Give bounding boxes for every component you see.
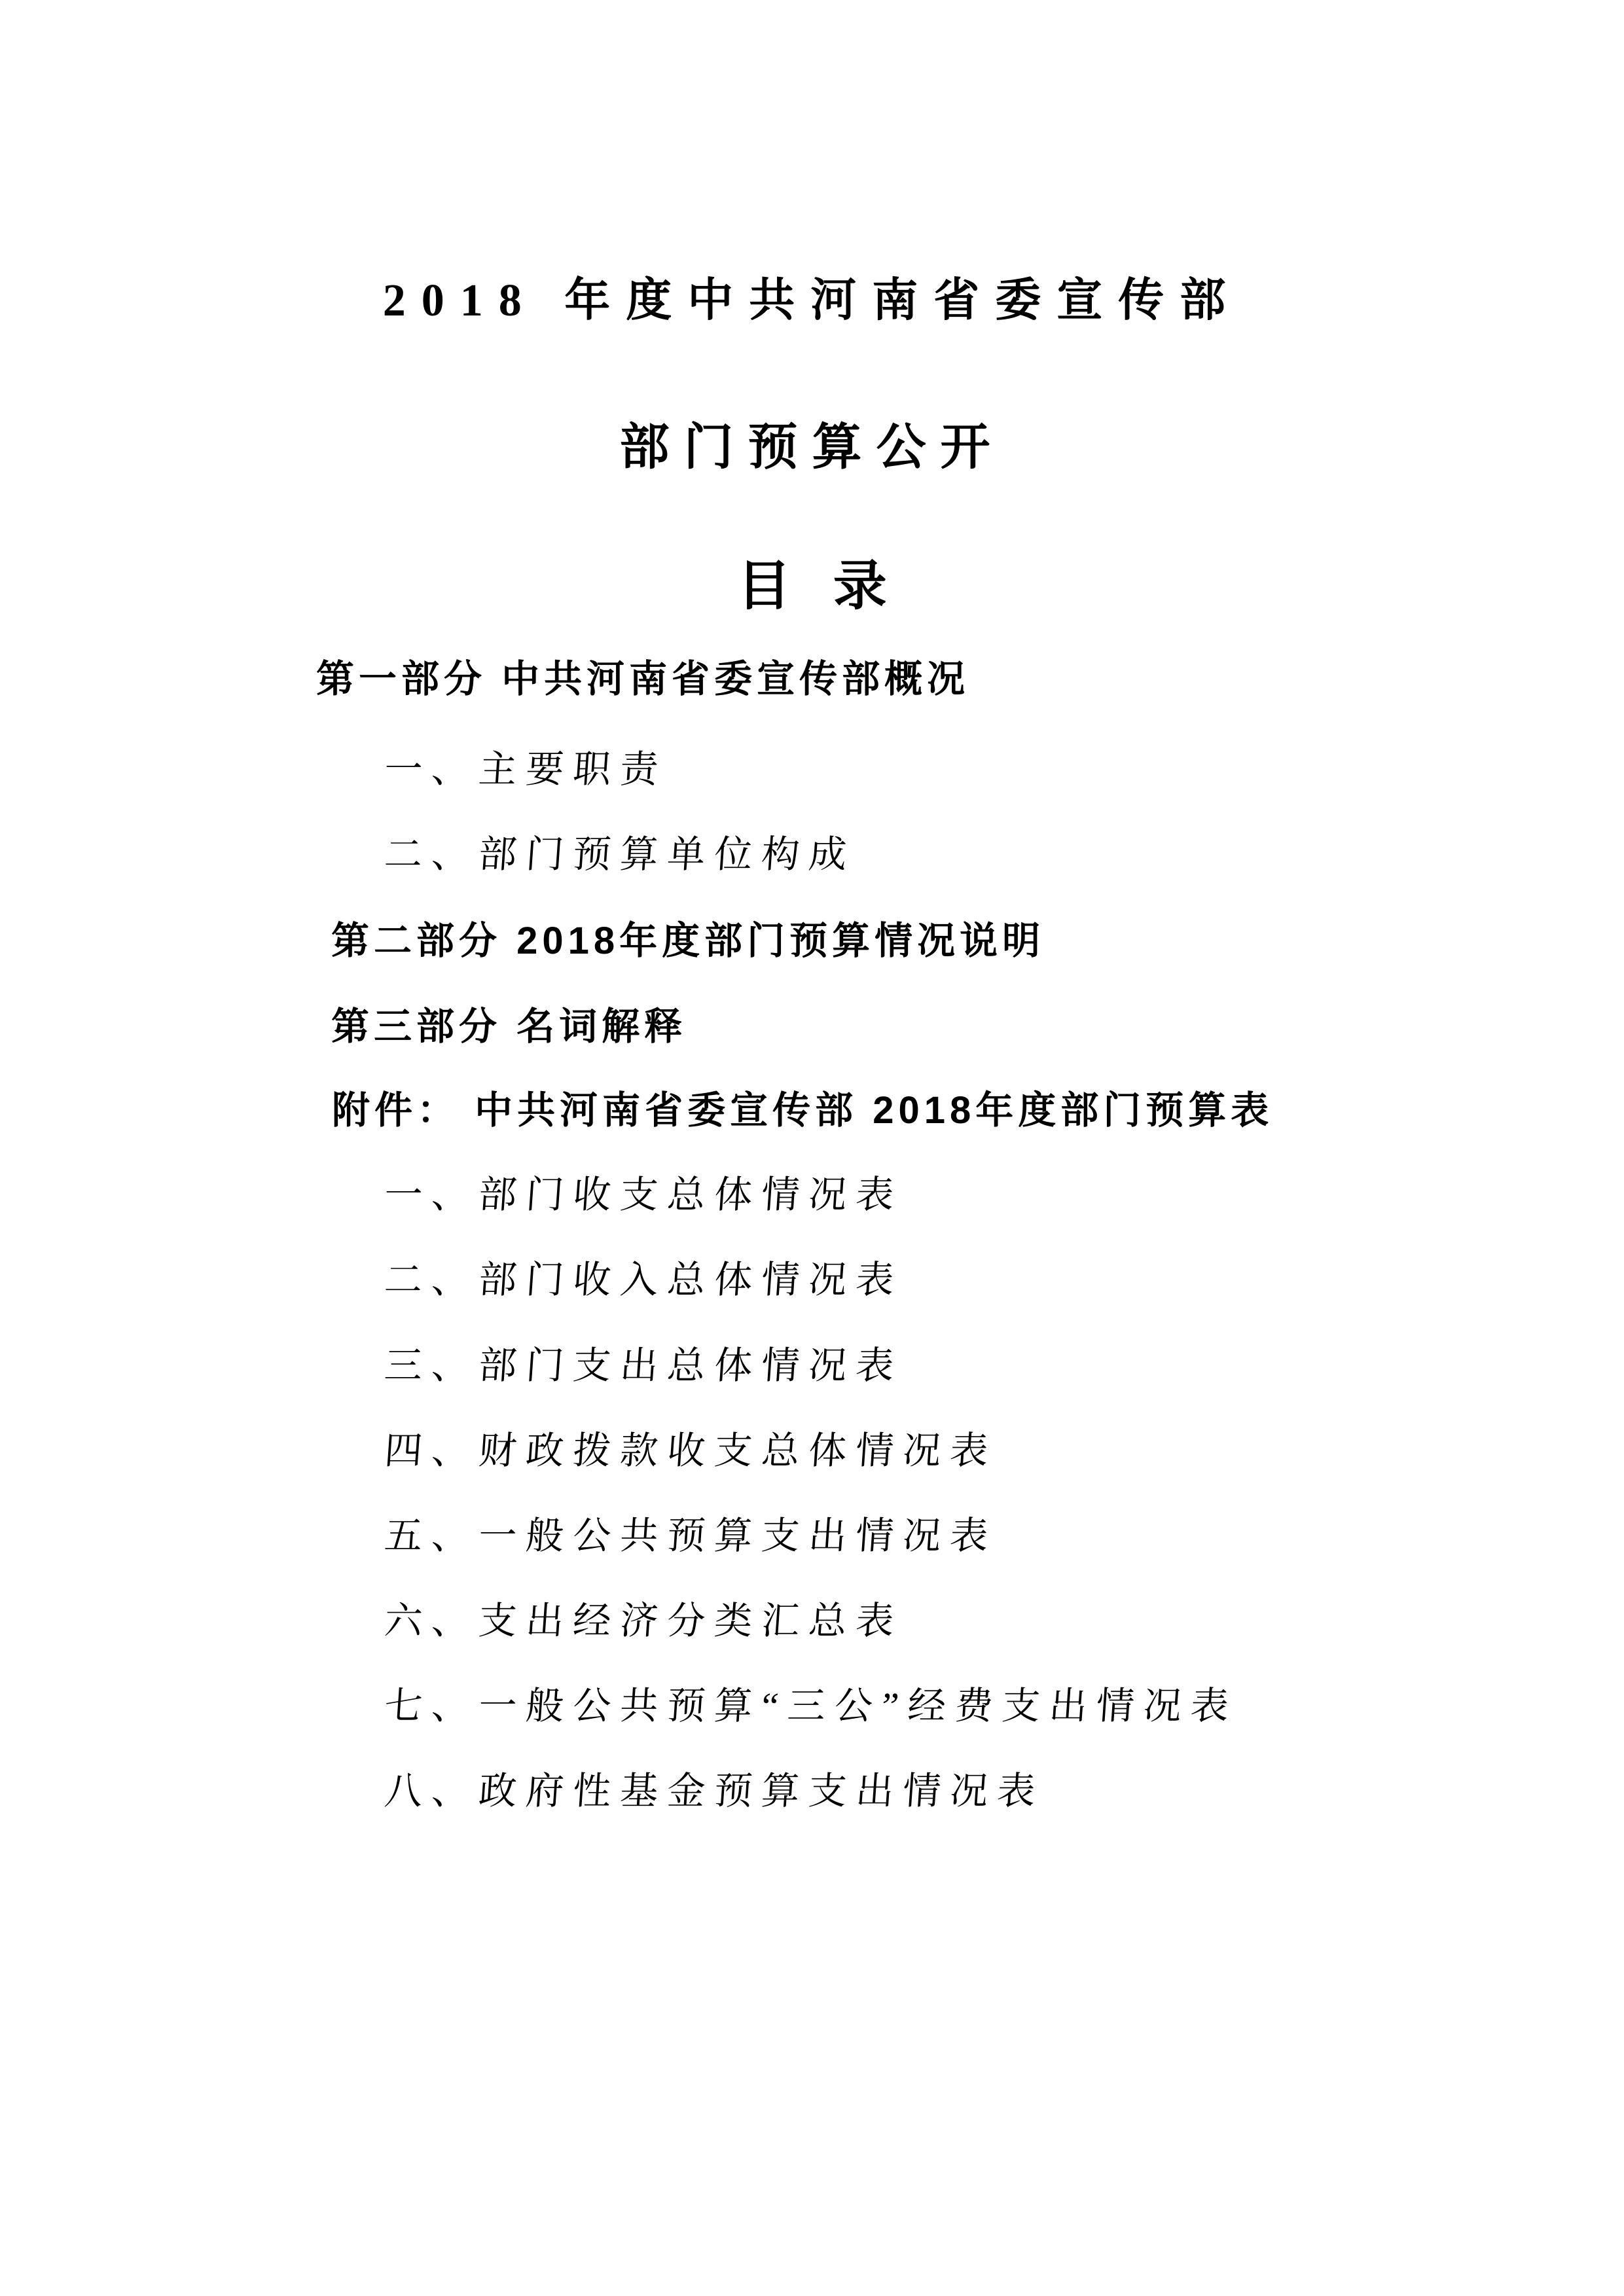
toc-entry: 一、部门收支总体情况表 [383,1174,905,1216]
toc-entry: 八、政府性基金预算支出情况表 [383,1770,1046,1812]
toc-entry: 三、部门支出总体情况表 [383,1344,905,1387]
toc-entry: 七、一般公共预算“三公”经费支出情况表 [383,1685,1240,1727]
toc-entry: 四、财政拨款收支总体情况表 [383,1429,999,1472]
toc-heading: 目 录 [737,556,887,616]
toc-entry-part3: 第三部分 名词解释 [331,1005,687,1048]
toc-entry: 一、主要职责 [383,748,669,791]
document-title-line2: 部门预算公开 [619,420,1005,475]
document-title-line1: 2018 年度中共河南省委宣传部 [382,276,1242,326]
toc-entry: 六、支出经济分类汇总表 [383,1600,905,1642]
toc-entry: 二、部门收入总体情况表 [383,1259,905,1301]
toc-entry: 二、部门预算单位构成 [383,833,857,876]
toc-entry-attachment: 附件： 中共河南省委宣传部 2018年度部门预算表 [332,1089,1274,1132]
toc-entry-part1: 第一部分 中共河南省委宣传部概况 [316,658,970,700]
toc-entry-part2: 第二部分 2018年度部门预算情况说明 [331,920,1045,962]
toc-entry: 五、一般公共预算支出情况表 [383,1515,999,1557]
